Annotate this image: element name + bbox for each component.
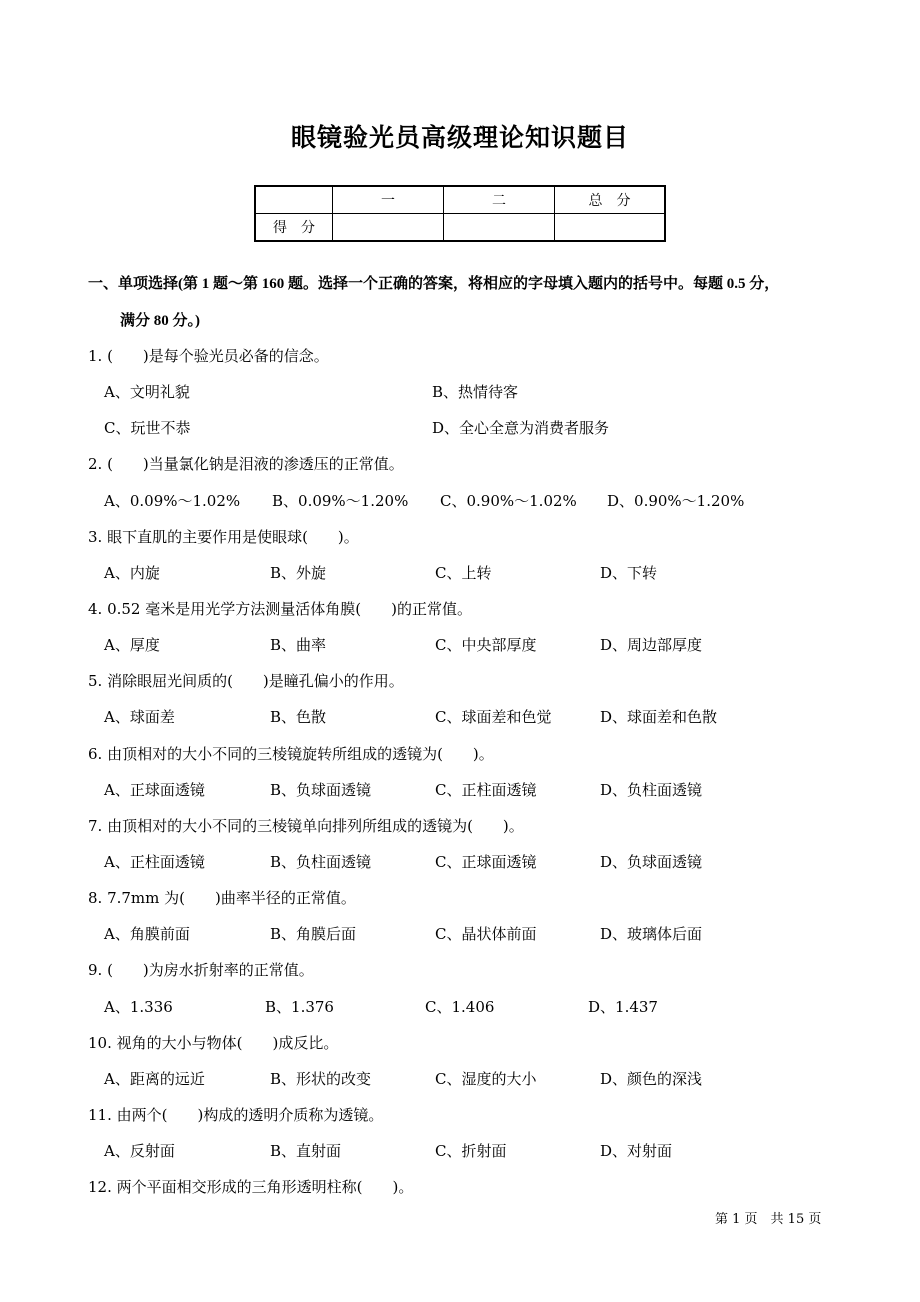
text-line	[0, 410, 920, 446]
text-line	[0, 338, 920, 374]
option-a: A、1.336	[104, 997, 173, 1016]
option-b: B、形状的改变	[270, 1069, 372, 1088]
text-line	[0, 699, 920, 735]
text-line	[0, 483, 920, 519]
question-text: 8. 7.7mm 为( )曲率半径的正常值。	[88, 889, 356, 908]
option-a: A、距离的远近	[104, 1069, 205, 1088]
question-text: 11. 由两个( )构成的透明介质称为透镜。	[88, 1105, 384, 1124]
option-c: C、球面差和色觉	[435, 708, 552, 727]
text-line	[0, 736, 920, 772]
option-b: B、角膜后面	[270, 925, 357, 944]
section-heading-cont: 满分 80 分。)	[120, 313, 200, 329]
option-a: A、正柱面透镜	[104, 852, 205, 871]
option-b: B、曲率	[270, 636, 327, 655]
question-text: 12. 两个平面相交形成的三角形透明柱称( )。	[88, 1178, 414, 1197]
option-a: A、球面差	[104, 708, 175, 727]
score-table-header-row	[255, 186, 665, 214]
question-text: 3. 眼下直肌的主要作用是使眼球( )。	[88, 527, 359, 546]
option-d: D、全心全意为消费者服务	[432, 419, 610, 438]
option-c: C、折射面	[435, 1142, 507, 1161]
option-b: B、热情待客	[432, 383, 519, 402]
option-a: A、正球面透镜	[104, 780, 205, 799]
option-b: B、色散	[270, 708, 327, 727]
option-c: C、上转	[435, 563, 492, 582]
option-c: C、正球面透镜	[435, 852, 537, 871]
text-line	[0, 1061, 920, 1097]
section-heading: 一、单项选择(第 1 题～第 160 题。选择一个正确的答案，将相应的字母填入题内的括号中。每题 0.5 分，	[88, 276, 780, 292]
option-c: C、1.406	[425, 997, 495, 1016]
option-c: C、湿度的大小	[435, 1069, 537, 1088]
text-line	[0, 989, 920, 1025]
question-text: 7. 由顶相对的大小不同的三棱镜单向排列所组成的透镜为( )。	[88, 816, 524, 835]
question-list	[0, 338, 920, 1205]
question-text: 9. ( )为房水折射率的正常值。	[88, 961, 314, 980]
option-c: C、正柱面透镜	[435, 780, 537, 799]
text-line	[0, 446, 920, 482]
option-d: D、1.437	[588, 997, 658, 1016]
score-cell-part1	[333, 214, 444, 242]
question-text: 4. 0.52 毫米是用光学方法测量活体角膜( )的正常值。	[88, 599, 472, 618]
text-line	[0, 1133, 920, 1169]
option-a: A、反射面	[104, 1142, 175, 1161]
text-line	[0, 880, 920, 916]
text-line	[0, 1025, 920, 1061]
score-table-score-row	[255, 214, 665, 242]
option-a: A、文明礼貌	[104, 383, 190, 402]
option-c: C、中央部厚度	[435, 636, 537, 655]
option-b: B、直射面	[270, 1142, 342, 1161]
text-line	[0, 916, 920, 952]
page-footer: 第 1 页 共 15 页	[715, 1212, 822, 1227]
option-b: B、1.376	[265, 997, 334, 1016]
option-d: D、负球面透镜	[600, 852, 703, 871]
text-line	[0, 555, 920, 591]
question-text: 6. 由顶相对的大小不同的三棱镜旋转所组成的透镜为( )。	[88, 744, 494, 763]
text-line	[0, 519, 920, 555]
text-line	[0, 663, 920, 699]
option-d: D、负柱面透镜	[600, 780, 703, 799]
option-c: C、玩世不恭	[104, 419, 191, 438]
score-header-total: 总 分	[555, 186, 666, 214]
document-title: 眼镜验光员高级理论知识题目	[290, 123, 629, 152]
text-line	[0, 627, 920, 663]
score-table	[254, 185, 666, 242]
score-header-part1: 一	[333, 186, 444, 214]
option-a: A、角膜前面	[104, 925, 190, 944]
score-header-part2: 二	[444, 186, 555, 214]
option-b: B、外旋	[270, 563, 327, 582]
option-a: A、0.09%～1.02%	[104, 491, 241, 510]
score-header-blank	[255, 186, 333, 214]
score-cell-total	[555, 214, 666, 242]
question-text: 10. 视角的大小与物体( )成反比。	[88, 1033, 339, 1052]
option-c: C、晶状体前面	[435, 925, 537, 944]
option-b: B、0.09%～1.20%	[272, 491, 409, 510]
option-d: D、玻璃体后面	[600, 925, 703, 944]
option-c: C、0.90%～1.02%	[440, 491, 577, 510]
question-text: 1. ( )是每个验光员必备的信念。	[88, 347, 329, 365]
text-line	[0, 808, 920, 844]
option-d: D、0.90%～1.20%	[607, 491, 745, 510]
option-d: D、下转	[600, 563, 658, 582]
text-line	[0, 374, 920, 410]
text-line	[0, 772, 920, 808]
score-row-label: 得 分	[255, 214, 333, 242]
question-text: 2. ( )当量氯化钠是泪液的渗透压的正常值。	[88, 455, 404, 474]
score-cell-part2	[444, 214, 555, 242]
option-d: D、颜色的深浅	[600, 1069, 703, 1088]
text-line	[0, 591, 920, 627]
text-line	[0, 1169, 920, 1205]
option-d: D、球面差和色散	[600, 708, 718, 727]
option-d: D、对射面	[600, 1142, 673, 1161]
option-b: B、负球面透镜	[270, 780, 372, 799]
text-line	[0, 952, 920, 988]
option-a: A、内旋	[104, 563, 160, 582]
text-line	[0, 844, 920, 880]
text-line	[0, 1097, 920, 1133]
option-b: B、负柱面透镜	[270, 852, 372, 871]
option-a: A、厚度	[104, 636, 160, 655]
question-text: 5. 消除眼屈光间质的( )是瞳孔偏小的作用。	[88, 672, 404, 691]
option-d: D、周边部厚度	[600, 636, 703, 655]
